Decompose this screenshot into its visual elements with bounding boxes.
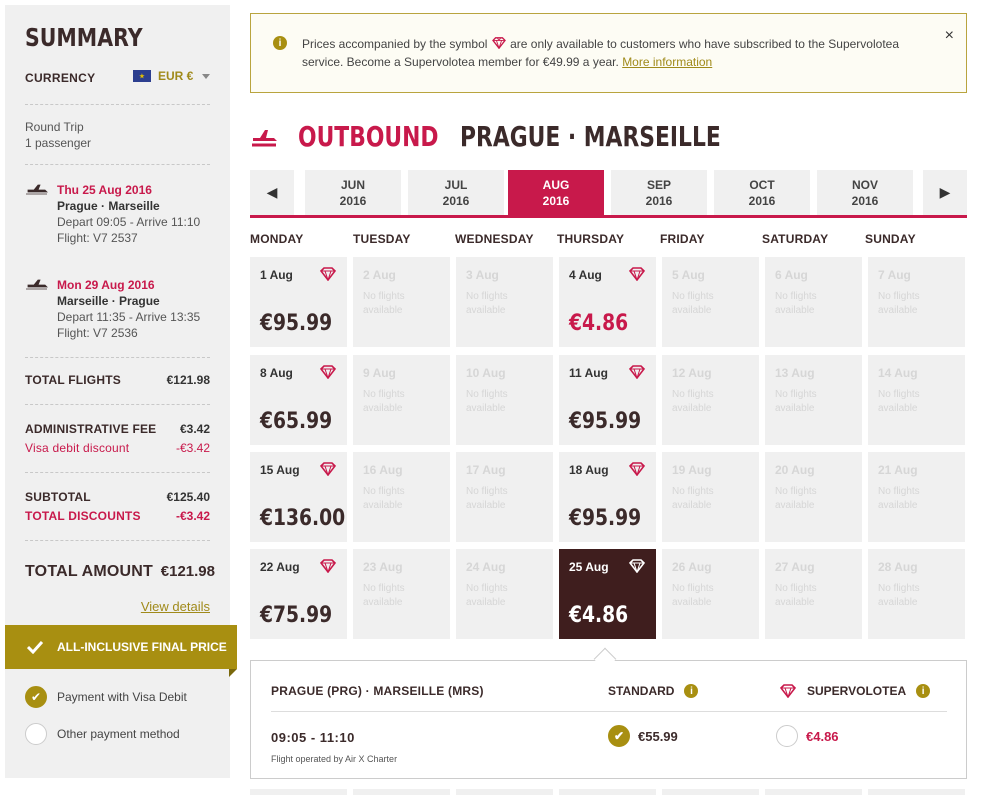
day-label: 17 Aug [466, 463, 506, 477]
calendar-cell [456, 789, 553, 795]
day-price: €65.99 [260, 409, 333, 434]
calendar-day-cell[interactable] [559, 257, 656, 347]
calendar-cell [765, 789, 862, 795]
calendar-day-cell [868, 355, 965, 445]
day-price: €4.86 [569, 603, 629, 628]
day-price: €75.99 [260, 603, 333, 628]
calendar-day-cell [456, 452, 553, 542]
info-icon[interactable]: i [684, 684, 698, 698]
day-price: €95.99 [260, 311, 333, 336]
day-label: 5 Aug [672, 268, 705, 282]
divider [25, 540, 210, 541]
eu-flag-icon: ★ [133, 70, 151, 82]
checkmark-icon [27, 640, 43, 654]
calendar-day-cell [662, 549, 759, 639]
no-flights-text: No flights available [363, 583, 405, 608]
supervolotea-label: SUPERVOLOTEA [807, 684, 907, 698]
plane-landing-icon [25, 277, 49, 293]
supervolotea-notice [250, 13, 967, 93]
tab-month-aug[interactable] [508, 170, 604, 215]
month-name: OCT [749, 178, 775, 192]
month-year: 2016 [442, 194, 470, 208]
payment-option-other[interactable] [25, 723, 180, 745]
info-icon: i [273, 36, 287, 50]
divider [271, 711, 947, 712]
route-title: PRAGUE · MARSEILLE [460, 120, 722, 153]
calendar-day-cell[interactable] [559, 355, 656, 445]
day-label: 23 Aug [363, 560, 403, 574]
total-amount-label: TOTAL AMOUNT [25, 563, 154, 580]
tab-month-oct[interactable] [714, 170, 810, 215]
supervolotea-diamond-icon [319, 559, 337, 573]
tab-month-sep[interactable] [611, 170, 707, 215]
day-label: 20 Aug [775, 463, 815, 477]
admin-fee-label: ADMINISTRATIVE FEE [25, 422, 157, 436]
admin-fee-value: €3.42 [179, 422, 210, 436]
divider [25, 104, 210, 105]
calendar-day-cell [662, 355, 759, 445]
day-label: 19 Aug [672, 463, 712, 477]
day-price: €95.99 [569, 409, 642, 434]
no-flights-text: No flights available [775, 486, 817, 511]
total-discounts-row [25, 509, 210, 523]
radio-checked-icon[interactable]: ✔ [25, 686, 47, 708]
day-label: 8 Aug [260, 366, 293, 380]
visa-discount-row [25, 441, 210, 455]
no-flights-text: No flights available [878, 486, 920, 511]
day-label: 28 Aug [878, 560, 918, 574]
day-label: 6 Aug [775, 268, 808, 282]
notice-text-before: Prices accompanied by the symbol [302, 37, 488, 51]
radio-checked-icon[interactable]: ✔ [608, 725, 630, 747]
outbound-heading [250, 120, 795, 153]
calendar-day-cell [353, 355, 450, 445]
no-flights-text: No flights available [878, 389, 920, 414]
month-year: 2016 [645, 194, 673, 208]
day-label: 9 Aug [363, 366, 396, 380]
no-flights-text: No flights available [466, 486, 508, 511]
weekday-header: THURSDAY [557, 232, 625, 246]
admin-fee-row [25, 422, 210, 436]
subtotal-value: €125.40 [166, 490, 210, 504]
passenger-count: 1 passenger [25, 136, 92, 150]
plane-takeoff-icon [25, 182, 49, 198]
no-flights-text: No flights available [878, 291, 920, 316]
calendar-day-cell [765, 257, 862, 347]
divider [25, 404, 210, 405]
currency-value: EUR € [158, 69, 194, 83]
tab-month-nov[interactable] [817, 170, 913, 215]
calendar-cell [868, 789, 965, 795]
currency-selector[interactable] [133, 69, 210, 83]
day-label: 21 Aug [878, 463, 918, 477]
flight-number: Flight: V7 2536 [57, 326, 138, 340]
radio-unchecked-icon[interactable] [25, 723, 47, 745]
close-icon[interactable]: × [944, 27, 954, 44]
next-month-button[interactable]: ▶ [923, 170, 967, 215]
calendar-day-cell [868, 257, 965, 347]
weekday-header: WEDNESDAY [455, 232, 534, 246]
no-flights-text: No flights available [363, 389, 405, 414]
month-selector [250, 170, 967, 218]
total-discounts-value: -€3.42 [175, 509, 210, 523]
day-label: 27 Aug [775, 560, 815, 574]
weekday-header: SATURDAY [762, 232, 829, 246]
subtotal-label: SUBTOTAL [25, 490, 91, 504]
calendar-day-cell[interactable] [250, 355, 347, 445]
no-flights-text: No flights available [775, 389, 817, 414]
calendar-day-cell [662, 257, 759, 347]
standard-header [608, 684, 698, 698]
month-name: JUN [340, 178, 365, 192]
flight-number: Flight: V7 2537 [57, 231, 138, 245]
notice-text-after: are only available to customers who have subscribed to the Supervolotea service. Become a Supervolotea member for €49.99 a year. [302, 37, 900, 69]
standard-label: STANDARD [608, 684, 675, 698]
no-flights-text: No flights available [775, 583, 817, 608]
supervolotea-diamond-icon [319, 365, 337, 379]
supervolotea-price: €4.86 [806, 728, 839, 744]
weekday-header: FRIDAY [660, 232, 705, 246]
day-label: 11 Aug [569, 366, 608, 380]
supervolotea-header [779, 684, 930, 698]
day-label: 1 Aug [260, 268, 293, 282]
month-year: 2016 [339, 194, 367, 208]
day-label: 25 Aug [569, 560, 609, 574]
flight-detail-panel [250, 660, 967, 779]
no-flights-text: No flights available [672, 291, 714, 316]
view-details-link[interactable]: View details [140, 599, 210, 614]
calendar-day-cell [765, 355, 862, 445]
day-label: 14 Aug [878, 366, 918, 380]
divider [25, 357, 210, 358]
fare-option-standard[interactable] [608, 725, 678, 747]
outbound-flight-summary [25, 182, 200, 246]
no-flights-text: No flights available [672, 583, 714, 608]
flight-route: Prague · Marseille [57, 199, 160, 213]
prev-month-button[interactable]: ◀ [250, 170, 294, 215]
no-flights-text: No flights available [466, 389, 508, 414]
info-icon[interactable]: i [916, 684, 930, 698]
summary-title: SUMMARY [25, 23, 143, 52]
banner-fold [229, 669, 237, 677]
no-flights-text: No flights available [878, 583, 920, 608]
divider [25, 472, 210, 473]
supervolotea-diamond-icon [628, 559, 646, 573]
calendar-cell [250, 789, 347, 795]
total-discounts-label: TOTAL DISCOUNTS [25, 509, 141, 523]
month-year: 2016 [542, 194, 570, 208]
flight-route: Marseille · Prague [57, 294, 160, 308]
calendar-day-cell [765, 549, 862, 639]
payment-option-label: Payment with Visa Debit [57, 690, 187, 704]
supervolotea-diamond-icon [491, 37, 507, 49]
currency-label: CURRENCY [25, 71, 96, 85]
radio-unchecked-icon[interactable] [776, 725, 798, 747]
month-year: 2016 [748, 194, 776, 208]
tab-month-jul[interactable] [408, 170, 504, 215]
no-flights-text: No flights available [363, 486, 405, 511]
day-label: 15 Aug [260, 463, 300, 477]
calendar-day-cell[interactable] [250, 257, 347, 347]
plane-takeoff-icon [250, 125, 278, 149]
no-flights-text: No flights available [775, 291, 817, 316]
total-flights-value: €121.98 [166, 373, 210, 387]
day-label: 26 Aug [672, 560, 712, 574]
day-label: 7 Aug [878, 268, 911, 282]
day-price: €95.99 [569, 506, 642, 531]
month-name: JUL [444, 178, 468, 192]
total-flights-row [25, 373, 210, 387]
calendar-day-cell [868, 549, 965, 639]
return-flight-summary [25, 277, 200, 341]
supervolotea-diamond-icon [319, 462, 337, 476]
day-label: 13 Aug [775, 366, 815, 380]
supervolotea-diamond-icon [628, 267, 646, 281]
subtotal-row [25, 490, 210, 504]
calendar-day-cell [456, 549, 553, 639]
supervolotea-diamond-icon [628, 462, 646, 476]
no-flights-text: No flights available [466, 583, 508, 608]
flight-times: Depart 11:35 - Arrive 13:35 [57, 310, 201, 324]
day-label: 10 Aug [466, 366, 506, 380]
supervolotea-diamond-icon [319, 267, 337, 281]
weekday-header: SUNDAY [865, 232, 916, 246]
all-inclusive-label: ALL-INCLUSIVE FINAL PRICE [57, 640, 227, 654]
day-price: €4.86 [569, 311, 629, 336]
calendar-day-cell[interactable] [559, 549, 656, 639]
day-label: 24 Aug [466, 560, 506, 574]
notice-text [302, 35, 922, 71]
day-price: €136.00 [260, 506, 346, 531]
outbound-label: OUTBOUND [298, 120, 439, 153]
no-flights-text: No flights available [363, 291, 405, 316]
day-label: 2 Aug [363, 268, 396, 282]
payment-option-label: Other payment method [57, 727, 180, 741]
calendar-day-cell [353, 452, 450, 542]
flight-times: Depart 09:05 - Arrive 11:10 [57, 215, 201, 229]
month-name: AUG [542, 178, 570, 192]
no-flights-text: No flights available [672, 389, 714, 414]
month-name: SEP [646, 178, 671, 192]
calendar-day-cell [456, 355, 553, 445]
trip-info [25, 119, 91, 151]
calendar-cell [662, 789, 759, 795]
day-label: 4 Aug [569, 268, 602, 282]
payment-option-visa[interactable] [25, 686, 187, 708]
flight-date: Mon 29 Aug 2016 [57, 278, 155, 292]
calendar-cell [353, 789, 450, 795]
flight-date: Thu 25 Aug 2016 [57, 183, 152, 197]
total-amount-row [25, 563, 215, 581]
weekday-header: TUESDAY [353, 232, 411, 246]
trip-type: Round Trip [25, 120, 84, 134]
all-inclusive-banner [5, 625, 237, 669]
supervolotea-diamond-icon [779, 684, 797, 698]
total-flights-label: TOTAL FLIGHTS [25, 373, 121, 387]
no-flights-text: No flights available [466, 291, 508, 316]
no-flights-text: No flights available [672, 486, 714, 511]
day-label: 3 Aug [466, 268, 499, 282]
day-label: 16 Aug [363, 463, 403, 477]
calendar-day-cell[interactable] [250, 549, 347, 639]
calendar-day-cell[interactable] [559, 452, 656, 542]
fare-option-supervolotea[interactable] [776, 725, 839, 747]
calendar-day-cell [662, 452, 759, 542]
calendar-day-cell [353, 257, 450, 347]
day-label: 18 Aug [569, 463, 609, 477]
day-label: 22 Aug [260, 560, 300, 574]
divider [25, 164, 210, 165]
calendar-day-cell [868, 452, 965, 542]
operated-by: Flight operated by Air X Charter [271, 754, 398, 764]
day-label: 12 Aug [672, 366, 712, 380]
visa-discount-label: Visa debit discount [25, 441, 130, 455]
standard-price: €55.99 [638, 728, 678, 744]
supervolotea-diamond-icon [628, 365, 646, 379]
month-year: 2016 [851, 194, 879, 208]
flight-time: 09:05 - 11:10 [271, 730, 355, 745]
more-information-link[interactable]: More information [622, 55, 713, 69]
calendar-day-cell [353, 549, 450, 639]
weekday-header: MONDAY [250, 232, 304, 246]
calendar-day-cell [456, 257, 553, 347]
month-name: NOV [851, 178, 878, 192]
calendar-day-cell [765, 452, 862, 542]
chevron-down-icon [202, 74, 210, 79]
calendar-cell [559, 789, 656, 795]
summary-sidebar [5, 5, 230, 778]
calendar-day-cell[interactable] [250, 452, 347, 542]
total-amount-value: €121.98 [160, 563, 215, 580]
visa-discount-value: -€3.42 [175, 441, 210, 455]
tab-month-jun[interactable] [305, 170, 401, 215]
detail-route: PRAGUE (PRG) · MARSEILLE (MRS) [271, 684, 484, 698]
